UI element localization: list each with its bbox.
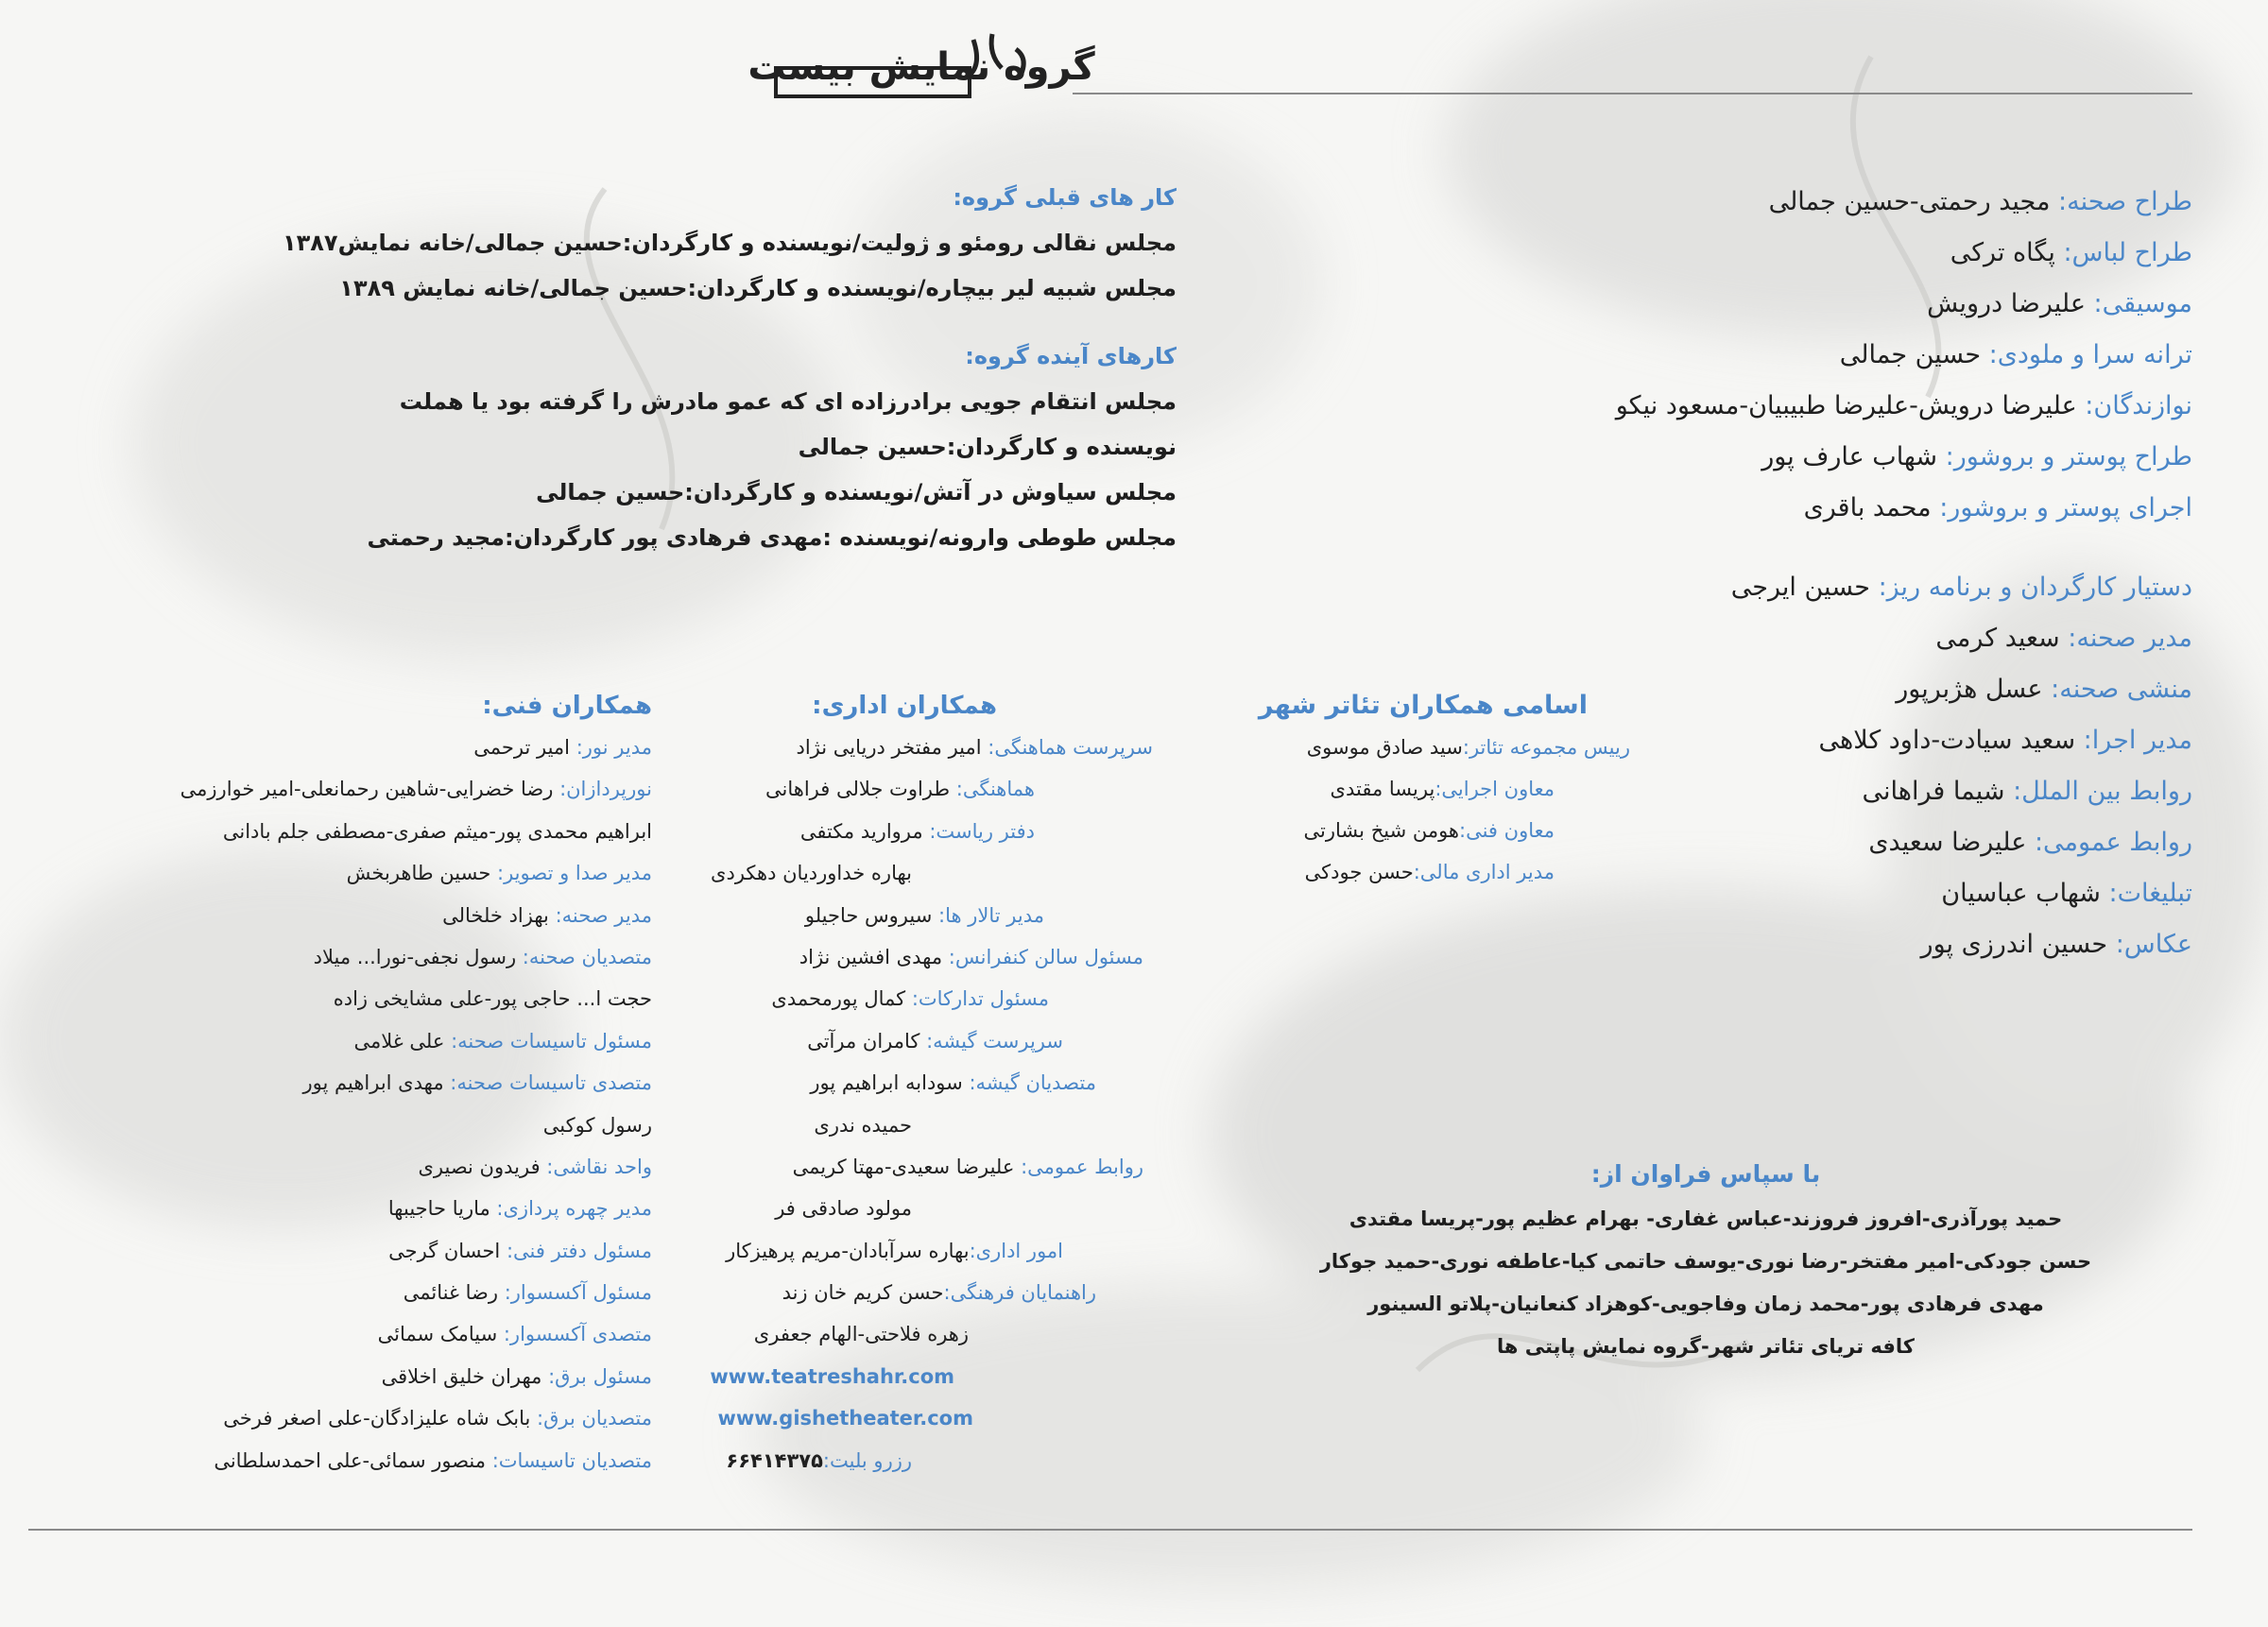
work-item: مجلس طوطی وارونه/نویسنده :مهدی فرهادی پور کارگردان:مجید رحمتی <box>367 524 1177 551</box>
top-rule <box>1073 93 2192 94</box>
thanks-line: کافه تریای تئاتر شهر-گروه نمایش پاپتی ها <box>1496 1335 1916 1358</box>
crew-row: تبلیغات: شهاب عباسیان <box>1941 879 2192 908</box>
work-item: مجلس انتقام جویی برادرزاده ای که عمو مادرش را گرفته بود یا هملت <box>399 388 1177 415</box>
crew-row: طراح صحنه: مجید رحمتی-حسین جمالی <box>1768 187 2192 216</box>
work-item: نویسنده و کارگردان:حسین جمالی <box>798 434 1177 460</box>
staff-row: امور اداری:بهاره سرآبادان-مریم پرهیزکار <box>726 1239 1063 1262</box>
works-column <box>170 175 1177 560</box>
staff-row: مسئول برق: مهران خلیق اخلاقی <box>381 1364 652 1388</box>
ticket-row: رزرو بلیت:۶۶۴۱۴۳۷۵ <box>726 1448 912 1472</box>
staff-row: مولود صادقی فر <box>775 1197 912 1221</box>
crew-row: طراح لباس: پگاه ترکی <box>1950 238 2192 267</box>
staff-row: راهنمایان فرهنگی:حسن کریم خان زند <box>782 1281 1096 1305</box>
staff-row: بهاره خداوردیان دهکردی <box>711 862 912 885</box>
ticket-phone: ۶۶۴۱۴۳۷۵ <box>726 1448 823 1472</box>
theater-staff-heading: اسامی همکاران تئاتر شهر <box>1258 691 1588 720</box>
staff-row: مدیر صحنه: بهزاد خلخالی <box>442 903 652 927</box>
staff-row: مسئول سالن کنفرانس: مهدی افشین نژاد <box>799 945 1143 968</box>
crew-row: مدیر صحنه: سعید کرمی <box>1935 624 2192 653</box>
website-link[interactable]: www.teatreshahr.com <box>710 1364 954 1388</box>
staff-row: مسئول تاسیسات صحنه: علی غلامی <box>353 1029 652 1053</box>
staff-row: متصدیان تاسیسات: منصور سمائی-علی احمدسلطانی <box>214 1448 652 1472</box>
group-logo <box>747 21 1095 106</box>
thanks-line: حمید پورآذری-افروز فروزند-عباس غفاری- بهرام عظیم پور-پریسا مقتدی <box>1349 1207 2063 1230</box>
staff-row: مدیر چهره پردازی: ماریا حاجیبها <box>387 1197 652 1221</box>
future-works-heading: کارهای آینده گروه: <box>965 343 1177 369</box>
staff-row: مدیر اداری مالی:حسن جودکی <box>1304 861 1555 883</box>
staff-row: نورپردازان: رضا خضرایی-شاهین رحمانعلی-امیر خوارزمی <box>180 778 652 801</box>
staff-row: حجت ا... حاجی پور-علی مشایخی زاده <box>333 987 652 1011</box>
admin-staff-column <box>662 685 1153 1481</box>
staff-row: سرپرست گیشه: کامران مرآتی <box>807 1029 1063 1053</box>
staff-row: متصدیان صحنه: رسول نجفی-نورا... میلاد <box>313 945 652 968</box>
staff-row: دفتر ریاست: مروارید مکتفی <box>799 819 1035 843</box>
crew-row: ترانه سرا و ملودی: حسین جمالی <box>1839 340 2192 369</box>
staff-row: متصدیان برق: بابک شاه علیزادگان-علی اصغر فرخی <box>223 1407 652 1430</box>
staff-row: سرپرست هماهنگی: امیر مفتخر دریایی نژاد <box>796 736 1153 759</box>
staff-row: معاون اجرایی:پریسا مقتدی <box>1330 778 1555 800</box>
staff-row: مدیر نور: امیر ترحمی <box>473 736 652 759</box>
crew-row: موسیقی: علیرضا درویش <box>1927 289 2192 318</box>
staff-row: معاون فنی:هومن شیخ بشارتی <box>1303 819 1555 842</box>
bottom-rule <box>28 1529 2192 1531</box>
thanks-heading: با سپاس فراوان از: <box>1590 1160 1821 1188</box>
staff-row: متصدی تاسیسات صحنه: مهدی ابراهیم پور <box>302 1071 652 1095</box>
work-item: مجلس شبیه لیر بیچاره/نویسنده و کارگردان:حسین جمالی/خانه نمایش ۱۳۸۹ <box>339 275 1177 301</box>
crew-row: عکاس: حسین اندرزی پور <box>1920 930 2192 959</box>
work-item: مجلس نقالی رومئو و ژولیت/نویسنده و کارگردان:حسین جمالی/خانه نمایش۱۳۸۷ <box>282 230 1177 256</box>
staff-row: حمیده ندری <box>814 1113 912 1137</box>
crew-row: نوازندگان: علیرضا درویش-علیرضا طبیبیان-مسعود نیکو <box>1615 391 2192 420</box>
previous-works-heading: کار های قبلی گروه: <box>953 184 1177 211</box>
staff-row: متصدی آکسسوار: سیامک سمائی <box>377 1323 652 1346</box>
tech-staff-heading: همکاران فنی: <box>482 692 652 720</box>
thanks-line: حسن جودکی-امیر مفتخر-رضا نوری-یوسف حاتمی کیا-عاطفه نوری-حمید جوکار <box>1319 1250 2092 1273</box>
staff-row: زهره فلاحتی-الهام جعفری <box>753 1323 969 1346</box>
staff-row: رسول کوکبی <box>542 1113 652 1137</box>
staff-row: مدیر صدا و تصویر: حسین طاهربخش <box>346 862 652 885</box>
thanks-line: مهدی فرهادی پور-محمد زمان وفاجویی-کوهزاد کنعانیان-پلاتو السینور <box>1367 1293 2044 1315</box>
crew-row: طراح پوستر و بروشور: شهاب عارف پور <box>1761 442 2192 471</box>
staff-row: رییس مجموعه تئاتر:سید صادق موسوی <box>1306 736 1630 759</box>
crew-row: مدیر اجرا: سعید سیادت-داود کلاهی <box>1818 726 2192 755</box>
crew-row: روابط عمومی: علیرضا سعیدی <box>1868 828 2192 857</box>
admin-staff-heading: همکاران اداری: <box>812 692 997 720</box>
tech-staff-column <box>19 685 652 1481</box>
theater-staff-column <box>1158 685 1630 893</box>
work-item: مجلس سیاوش در آتش/نویسنده و کارگردان:حسین جمالی <box>536 479 1177 505</box>
staff-row: ابراهیم محمدی پور-میثم صفری-مصطفی جلم بادانی <box>222 819 652 843</box>
thanks-column <box>1210 1151 2202 1368</box>
crew-row: منشی صحنه: عسل هژبرپور <box>1896 675 2192 704</box>
staff-row: مسئول آکسسوار: رضا غنائمی <box>403 1281 652 1305</box>
staff-row: هماهنگی: طراوت جلالی فراهانی <box>765 778 1035 801</box>
staff-row: مدیر تالار ها: سیروس حاجیلو <box>804 903 1044 927</box>
staff-row: روابط عمومی: علیرضا سعیدی-مهتا کریمی <box>792 1155 1143 1178</box>
crew-row: دستیار کارگردان و برنامه ریز: حسین ایرجی <box>1730 573 2192 602</box>
staff-row: مسئول تدارکات: کمال پورمحمدی <box>771 987 1049 1011</box>
staff-row: مسئول دفتر فنی: احسان گرجی <box>388 1239 652 1262</box>
staff-row: متصدیان گیشه: سودابه ابراهیم پور <box>810 1071 1096 1095</box>
website-link[interactable]: www.gishetheater.com <box>717 1407 973 1430</box>
crew-row: روابط بین الملل: شیما فراهانی <box>1862 777 2192 806</box>
crew-row: اجرای پوستر و بروشور: محمد باقری <box>1803 493 2192 522</box>
logo-text: گروه نمایش بیست <box>747 45 1095 89</box>
staff-row: واحد نقاشی: فریدون نصیری <box>418 1155 652 1178</box>
